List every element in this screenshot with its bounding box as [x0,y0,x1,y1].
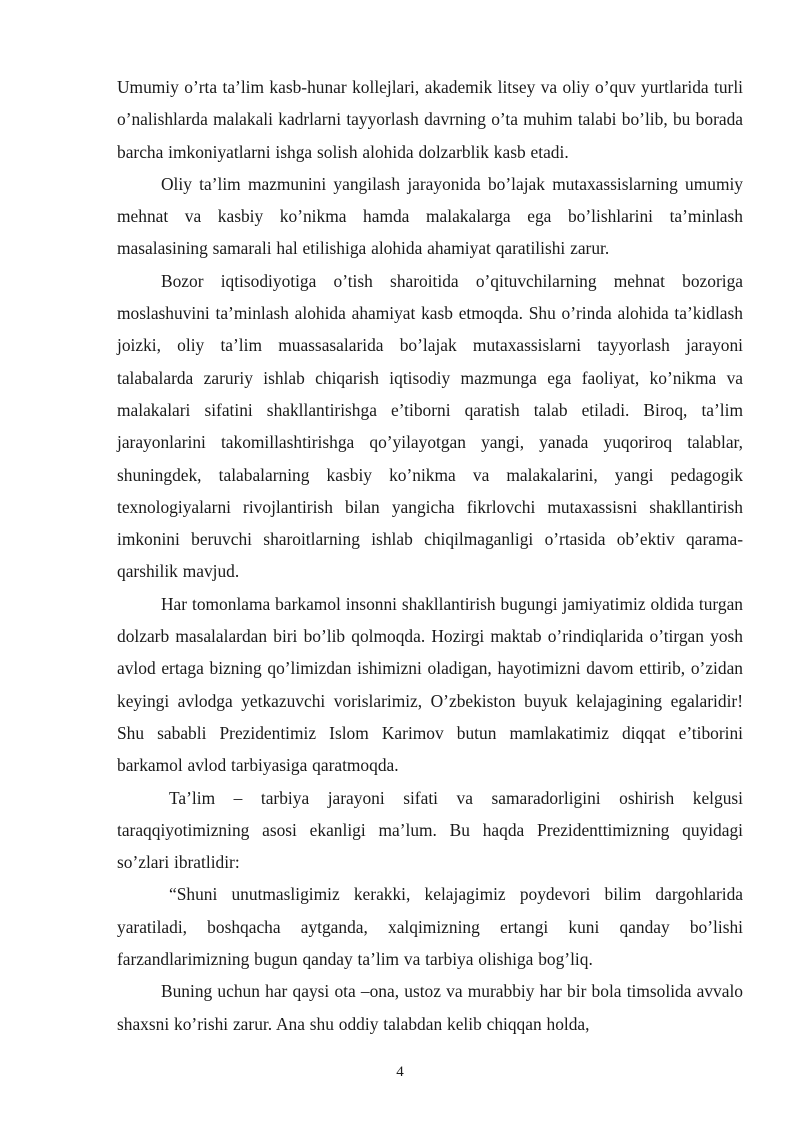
paragraph: Buning uchun har qaysi ota –ona, ustoz va murabbiy har bir bola timsolida avvalo shaxsni ko’rishi zarur. Ana shu oddiy talabdan kelib chiqqan holda, [117,981,743,1034]
paragraph: Har tomonlama barkamol insonni shakllantirish bugungi jamiyatimiz oldida turgan dolzarb masalalardan biri bo’lib qolmoqda. Hozirgi maktab o’rindiqlarida o’tirgan yosh avlod ertaga bizning qo’limizdan ishimizni oladigan, hayotimizni davom ettirib, o’zidan keyingi avlodga yetkazuvchi vorislarimiz, O’zbekiston buyuk kelajagining egalaridir! Shu sababli Prezidentimiz Islom Karimov butun mamlakatimiz diqqat e’tiborini barkamol avlod tarbiyasiga qaratmoqda. [117,593,743,776]
document-body [117,71,743,1040]
paragraph: Umumiy o’rta ta’lim kasb-hunar kollejlari, akademik litsey va oliy o’quv yurtlarida turli o’nalishlarda malakali kadrlarni tayyorlash davrning o’ta muhim talabi bo’lib, bu borada barcha imkoniyatlarni ishga solish alohida dolzarblik kasb etadi. [117,77,743,162]
paragraph: Oliy ta’lim mazmunini yangilash jarayonida bo’lajak mutaxassislarning umumiy mehnat va kasbiy ko’nikma hamda malakalarga ega bo’lishlarini ta’minlash masalasining samarali hal etilishiga alohida ahamiyat qaratilishi zarur. [117,173,743,259]
quote-paragraph: “Shuni unutmasligimiz kerakki, kelajagimiz poydevori bilim dargohlarida yaratiladi, boshqacha aytganda, xalqimizning ertangi kuni qanday bo’lishi farzandlarimizning bugun qanday ta’lim va tarbiya olishiga bog’liq. [117,884,743,970]
page-number: 4 [396,1064,404,1080]
paragraph: Bozor iqtisodiyotiga o’tish sharoitida o’qituvchilarning mehnat bozoriga moslashuvini ta’minlash alohida ahamiyat kasb etmoqda. Shu o’rinda alohida ta’kidlash joizki, oliy ta’lim muassasalarida bo’lajak mutaxassislarni tayyorlash jarayoni talabalarda zaruriy ishlab chiqarish iqtisodiy mazmunga ega faoliyat, ko’nikma va malakalari sifatini shakllantirishga e’tiborni qaratish talab etiladi. Biroq, ta’lim jarayonlarini takomillashtirishga qo’yilayotgan yangi, yanada yuqoriroq talablar, shuningdek, talabalarning kasbiy ko’nikma va malakalarini, yangi pedagogik texnologiyalarni rivojlantirish bilan yangicha fikrlovchi mutaxassisni shakllantirish imkonini beruvchi sharoitlarning ishlab chiqilmaganligi o’rtasida ob’ektiv qarama-qarshilik mavjud. [117,270,743,582]
paragraph: Ta’lim – tarbiya jarayoni sifati va samaradorligini oshirish kelgusi taraqqiyotimizning asosi ekanligi ma’lum. Bu haqda Prezidenttimizning quyidagi so’zlari ibratlidir: [117,787,743,873]
